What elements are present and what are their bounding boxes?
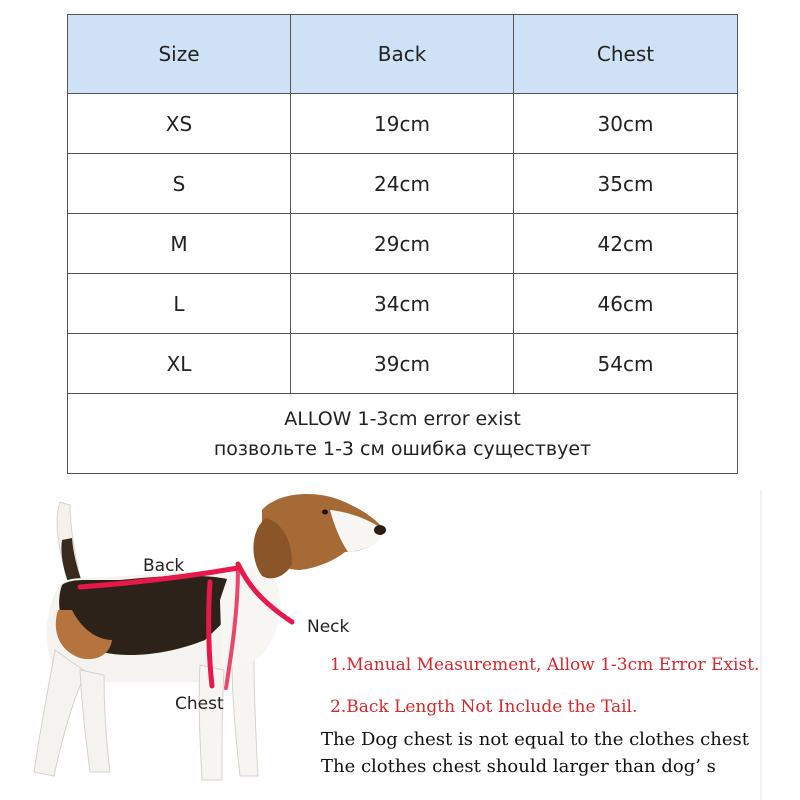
header-chest: Chest — [514, 15, 738, 94]
note-clothes-larger: The clothes chest should larger than dog’ s — [321, 756, 716, 777]
label-chest: Chest — [175, 694, 224, 714]
size-cell: L — [68, 274, 291, 334]
back-cell: 24cm — [291, 154, 514, 214]
label-neck: Neck — [307, 617, 350, 637]
chest-cell: 46cm — [514, 274, 738, 334]
note-back-length: 2.Back Length Not Include the Tail. — [330, 697, 638, 717]
error-note-english: ALLOW 1-3cm error exist — [284, 407, 521, 430]
note-chest-not-equal: The Dog chest is not equal to the clothes chest — [321, 729, 749, 750]
measurement-diagram — [0, 490, 800, 800]
size-cell: S — [68, 154, 291, 214]
error-note-cell — [68, 394, 738, 474]
chest-cell: 42cm — [514, 214, 738, 274]
table-row — [68, 154, 738, 214]
chest-cell: 35cm — [514, 154, 738, 214]
note-manual-measurement: 1.Manual Measurement, Allow 1-3cm Error Exist. — [330, 655, 760, 675]
size-cell: M — [68, 214, 291, 274]
label-back: Back — [143, 556, 185, 576]
header-size: Size — [68, 15, 291, 94]
back-cell: 34cm — [291, 274, 514, 334]
table-row — [68, 94, 738, 154]
back-cell: 19cm — [291, 94, 514, 154]
chest-cell: 30cm — [514, 94, 738, 154]
header-back: Back — [291, 15, 514, 94]
table-row — [68, 334, 738, 394]
chest-cell: 54cm — [514, 334, 738, 394]
back-cell: 39cm — [291, 334, 514, 394]
size-cell: XL — [68, 334, 291, 394]
error-note-russian: позвольте 1-3 см ошибка существует — [213, 437, 592, 460]
back-cell: 29cm — [291, 214, 514, 274]
table-row — [68, 214, 738, 274]
size-cell: XS — [68, 94, 291, 154]
table-header-row — [68, 15, 738, 94]
table-note-row — [68, 394, 738, 474]
beagle-dog-illustration — [0, 490, 400, 800]
size-chart-table — [67, 14, 738, 474]
table-row — [68, 274, 738, 334]
